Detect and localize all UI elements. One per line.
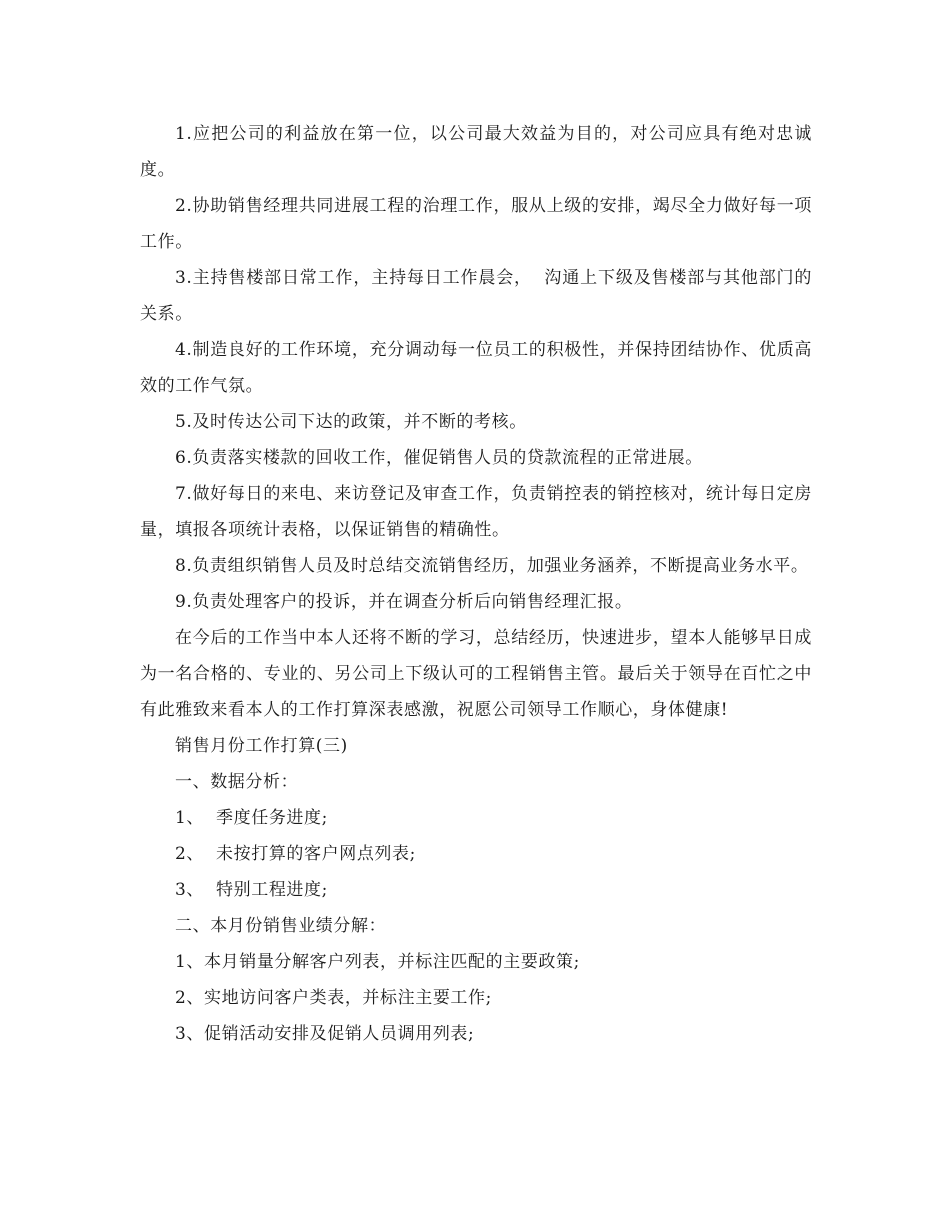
paragraph-9: 9.负责处理客户的投诉，并在调查分析后向销售经理汇报。	[175, 592, 633, 612]
paragraph-1: 1.应把公司的利益放在第一位，以公司最大效益为目的，对公司应具有绝对忠诚度。	[140, 124, 812, 180]
list-item: 3、 特别工程进度;	[175, 880, 328, 900]
list-item: 1、本月销量分解客户列表，并标注匹配的主要政策;	[175, 952, 580, 972]
paragraph-2: 2.协助销售经理共同进展工程的治理工作，服从上级的安排，竭尽全力做好每一项工作。	[140, 196, 812, 252]
paragraph-6: 6.负责落实楼款的回收工作，催促销售人员的贷款流程的正常进展。	[175, 448, 703, 468]
list-item: 3、促销活动安排及促销人员调用列表;	[175, 1024, 475, 1044]
list-item: 2、实地访问客户类表，并标注主要工作;	[175, 988, 492, 1008]
paragraph-5: 5.及时传达公司下达的政策，并不断的考核。	[175, 412, 527, 432]
document-body	[140, 116, 812, 1052]
section-title: 销售月份工作打算(三)	[175, 736, 348, 756]
closing-paragraph: 在今后的工作当中本人还将不断的学习，总结经历，快速进步，望本人能够早日成为一名合格的、专业的、另公司上下级认可的工程销售主管。最后关于领导在百忙之中有此雅致来看本人的工作打算深表感激，祝愿公司领导工作顺心，身体健康!	[140, 628, 812, 720]
heading-data-analysis: 一、数据分析：	[175, 772, 299, 792]
list-item: 1、 季度任务进度;	[175, 808, 328, 828]
list-item: 2、 未按打算的客户网点列表;	[175, 844, 416, 864]
paragraph-7: 7.做好每日的来电、来访登记及审查工作，负责销控表的销控核对，统计每日定房量，填报各项统计表格，以保证销售的精确性。	[140, 484, 812, 540]
paragraph-3: 3.主持售楼部日常工作，主持每日工作晨会， 沟通上下级及售楼部与其他部门的关系。	[140, 268, 812, 324]
heading-sales-breakdown: 二、本月份销售业绩分解：	[175, 916, 387, 936]
paragraph-8: 8.负责组织销售人员及时总结交流销售经历，加强业务涵养，不断提高业务水平。	[175, 556, 809, 576]
paragraph-4: 4.制造良好的工作环境，充分调动每一位员工的积极性，并保持团结协作、优质高效的工作气氛。	[140, 340, 812, 396]
